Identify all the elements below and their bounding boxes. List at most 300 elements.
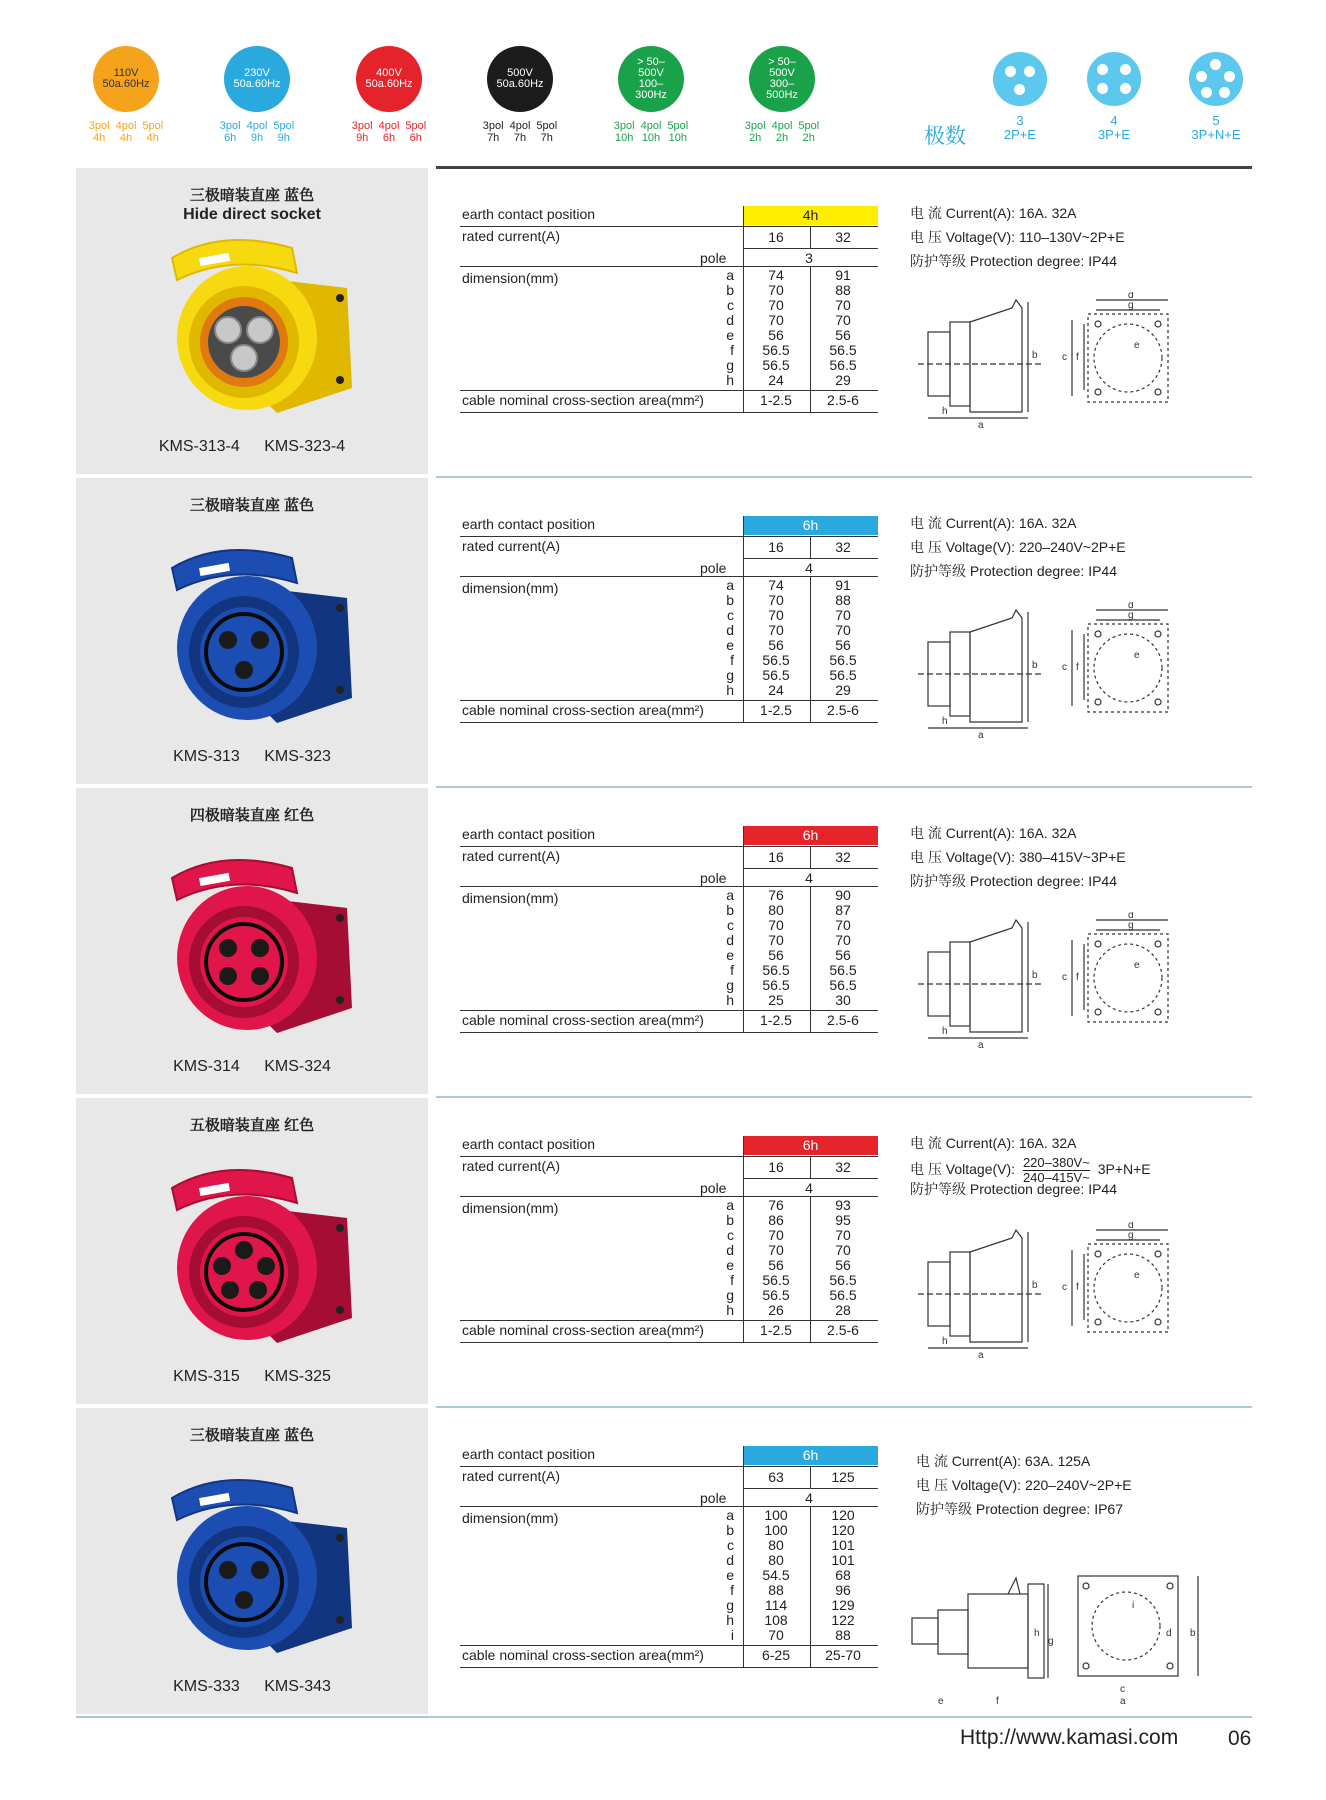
dim-value-a: 70 xyxy=(768,1242,784,1258)
dim-letter: g xyxy=(726,1597,734,1613)
three-pin-icon xyxy=(993,52,1047,106)
model-number: KMS-313 xyxy=(173,748,240,765)
dim-letter: e xyxy=(726,1257,734,1273)
earth-contact-badge: 6h xyxy=(743,1136,878,1155)
model-number: KMS-313-4 xyxy=(158,438,240,455)
dimension-letters xyxy=(710,888,734,1008)
voltage-group-300-500hz xyxy=(727,46,837,144)
svg-text:d: d xyxy=(1128,602,1134,611)
rated-current-label: rated current(A) xyxy=(462,1158,561,1174)
dim-letter: f xyxy=(730,342,734,358)
four-pin-icon xyxy=(1087,52,1141,106)
voltage-line: 电 压 Voltage(V): 220–240V~2P+E xyxy=(910,539,1126,555)
earth-label: earth contact position xyxy=(462,206,596,222)
voltage-group-400v xyxy=(334,46,444,144)
dim-letter: h xyxy=(726,372,734,388)
svg-text:i: i xyxy=(1132,1600,1135,1611)
voltage-text: 110V xyxy=(113,67,139,79)
dim-value-b: 56.5 xyxy=(829,977,857,993)
pole-count-label: 极数 xyxy=(924,125,966,148)
dim-value-a: 86 xyxy=(768,1212,784,1228)
model-numbers xyxy=(76,1678,428,1696)
pole-type-3: 3 2P+E xyxy=(970,52,1070,142)
dim-value-a: 70 xyxy=(768,607,784,623)
dim-value-b: 101 xyxy=(831,1537,855,1553)
dim-value-a: 25 xyxy=(768,992,784,1008)
dim-value-a: 76 xyxy=(768,887,784,903)
rated-current-value: 32 xyxy=(835,849,851,865)
svg-text:h: h xyxy=(1034,1628,1040,1639)
pole-hours: 3pol 6h 4pol 9h 5pol 9h xyxy=(219,120,295,144)
spec-table xyxy=(460,1136,878,1340)
dim-letter: a xyxy=(726,267,734,283)
pole-label: pole xyxy=(700,560,727,576)
dim-value-a: 108 xyxy=(764,1612,788,1628)
dim-value-b: 91 xyxy=(835,267,851,283)
earth-contact-badge: 4h xyxy=(743,206,878,225)
cable-label: cable nominal cross-section area(mm²) xyxy=(462,702,704,718)
dim-value-a: 56 xyxy=(768,1257,784,1273)
dim-value-b: 70 xyxy=(835,607,851,623)
product-title-cn: 三极暗装直座 蓝色 xyxy=(189,187,315,204)
dim-value-b: 129 xyxy=(831,1597,855,1613)
dimension-letters xyxy=(710,1508,734,1643)
socket-image xyxy=(142,228,362,428)
current-line: 电 流 Current(A): 16A. 32A xyxy=(910,825,1077,841)
pole-hours: 3pol 9h 4pol 6h 5pol 6h xyxy=(351,120,427,144)
dim-value-b: 88 xyxy=(835,592,851,608)
svg-text:f: f xyxy=(1076,662,1079,673)
model-number: KMS-323-4 xyxy=(264,438,346,455)
electrical-specs xyxy=(910,204,1270,284)
dim-value-a: 76 xyxy=(768,1197,784,1213)
dim-letter: b xyxy=(726,282,734,298)
dim-value-a: 56.5 xyxy=(762,977,790,993)
spec-table xyxy=(460,206,878,410)
svg-text:a: a xyxy=(978,1040,984,1051)
product-section xyxy=(0,788,1326,1094)
product-section xyxy=(0,1098,1326,1404)
diagram-wrap xyxy=(908,1568,1208,1713)
dim-value-b: 30 xyxy=(835,992,851,1008)
rated-current-value: 32 xyxy=(835,229,851,245)
dim-value-b: 70 xyxy=(835,312,851,328)
rated-current-value: 32 xyxy=(835,1159,851,1175)
dim-value-b: 70 xyxy=(835,932,851,948)
dimension-diagram xyxy=(912,602,1212,742)
dim-letter: h xyxy=(726,682,734,698)
product-title-cn: 五极暗装直座 红色 xyxy=(189,1117,315,1134)
dim-value-b: 88 xyxy=(835,282,851,298)
model-numbers xyxy=(76,1058,428,1076)
protection-line: 防护等级 Protection degree: IP44 xyxy=(910,563,1117,579)
dim-value-b: 56 xyxy=(835,327,851,343)
cable-value: 25-70 xyxy=(825,1647,861,1663)
dim-letter: f xyxy=(730,962,734,978)
svg-text:h: h xyxy=(942,716,948,727)
voltage-line: 电 压 Voltage(V): 380–415V~3P+E xyxy=(910,849,1126,865)
pole-label: pole xyxy=(700,250,727,266)
dim-value-b: 68 xyxy=(835,1567,851,1583)
cable-value: 1-2.5 xyxy=(760,1012,792,1028)
svg-text:c: c xyxy=(1120,1684,1125,1695)
svg-text:e: e xyxy=(1134,960,1140,971)
dimension-column xyxy=(810,578,876,698)
cable-label: cable nominal cross-section area(mm²) xyxy=(462,1012,704,1028)
dimension-diagram xyxy=(908,1568,1208,1708)
dim-value-a: 88 xyxy=(768,1582,784,1598)
rated-current-value: 125 xyxy=(831,1469,855,1485)
website-url[interactable]: Http://www.kamasi.com xyxy=(960,1726,1179,1749)
svg-text:a: a xyxy=(978,420,984,431)
rated-current-value: 16 xyxy=(768,849,784,865)
voltage-line: 电 压 Voltage(V): 110–130V~2P+E xyxy=(910,229,1125,245)
dim-letter: a xyxy=(726,1507,734,1523)
dimension-column xyxy=(810,268,876,388)
svg-text:h: h xyxy=(942,1336,948,1347)
svg-text:e: e xyxy=(938,1696,944,1707)
svg-text:g: g xyxy=(1128,920,1134,931)
electrical-specs xyxy=(910,514,1270,594)
diagram-wrap xyxy=(912,1222,1212,1367)
earth-label: earth contact position xyxy=(462,1136,596,1152)
dim-value-b: 56 xyxy=(835,947,851,963)
earth-label: earth contact position xyxy=(462,826,596,842)
dim-value-b: 56.5 xyxy=(829,357,857,373)
svg-text:c: c xyxy=(1062,662,1067,673)
earth-contact-badge: 6h xyxy=(743,516,878,535)
dim-value-a: 56.5 xyxy=(762,1272,790,1288)
svg-text:g: g xyxy=(1128,300,1134,311)
voltage-line: 电 压 Voltage(V): 220–240V~2P+E xyxy=(916,1477,1132,1493)
svg-text:c: c xyxy=(1062,352,1067,363)
dim-value-a: 74 xyxy=(768,267,784,283)
dimension-column xyxy=(810,888,876,1008)
pole-type-4: 4 3P+E xyxy=(1064,52,1164,142)
current-line: 电 流 Current(A): 16A. 32A xyxy=(910,205,1077,221)
cable-value: 1-2.5 xyxy=(760,1322,792,1338)
cable-value: 2.5-6 xyxy=(827,1012,859,1028)
dim-letter: f xyxy=(730,652,734,668)
dim-value-a: 114 xyxy=(764,1597,788,1613)
dim-value-a: 56.5 xyxy=(762,357,790,373)
dim-letter: d xyxy=(726,1242,734,1258)
dim-value-a: 56 xyxy=(768,947,784,963)
svg-text:b: b xyxy=(1032,660,1038,671)
dim-value-b: 70 xyxy=(835,622,851,638)
dim-letter: e xyxy=(726,1567,734,1583)
rated-current-value: 16 xyxy=(768,1159,784,1175)
protection-line: 防护等级 Protection degree: IP44 xyxy=(910,253,1117,269)
dim-value-a: 80 xyxy=(768,1537,784,1553)
svg-text:d: d xyxy=(1128,912,1134,921)
cable-value: 6-25 xyxy=(761,1647,791,1663)
svg-text:d: d xyxy=(1128,1222,1134,1231)
dim-value-b: 88 xyxy=(835,1627,851,1643)
svg-text:b: b xyxy=(1032,1280,1038,1291)
pole-label: pole xyxy=(700,870,727,886)
product-title-cn: 三极暗装直座 蓝色 xyxy=(189,1427,315,1444)
voltage-line: 电 压 Voltage(V): $\frac{220-380V\sim}{240-415V\sim} 3P+N+E$ xyxy=(910,1155,1151,1185)
dimension-letters xyxy=(710,268,734,388)
voltage-group-110v xyxy=(71,46,181,144)
dim-letter: b xyxy=(726,902,734,918)
cable-value: 1-2.5 xyxy=(760,702,792,718)
svg-text:d: d xyxy=(1166,1628,1172,1639)
dim-letter: a xyxy=(726,1197,734,1213)
dim-value-b: 93 xyxy=(835,1197,851,1213)
pole-label: pole xyxy=(700,1490,727,1506)
model-number: KMS-315 xyxy=(173,1368,240,1385)
dim-letter: b xyxy=(726,592,734,608)
product-title-cn: 三极暗装直座 蓝色 xyxy=(189,497,315,514)
dim-value-a: 26 xyxy=(768,1302,784,1318)
dim-letter: d xyxy=(726,1552,734,1568)
dimension-diagram xyxy=(912,1222,1212,1362)
product-title-en: Hide direct socket xyxy=(183,206,321,223)
rated-current-value: 16 xyxy=(768,229,784,245)
dim-value-a: 70 xyxy=(768,932,784,948)
dim-value-a: 70 xyxy=(768,592,784,608)
socket-image xyxy=(142,538,362,738)
voltage-badge: > 50– 500V 300– 500Hz xyxy=(749,46,815,112)
voltage-badge: 400V 50a.60Hz xyxy=(356,46,422,112)
dim-value-b: 120 xyxy=(831,1507,855,1523)
dimension-column xyxy=(743,578,809,698)
svg-text:g: g xyxy=(1048,1636,1054,1647)
svg-text:g: g xyxy=(1128,610,1134,621)
cable-value: 2.5-6 xyxy=(827,392,859,408)
dim-letter: f xyxy=(730,1582,734,1598)
model-number: KMS-324 xyxy=(264,1058,331,1075)
dim-letter: g xyxy=(726,667,734,683)
dim-value-b: 70 xyxy=(835,917,851,933)
dim-letter: h xyxy=(726,1612,734,1628)
dimension-column xyxy=(810,1198,876,1318)
socket-image xyxy=(142,848,362,1048)
dim-value-a: 24 xyxy=(768,682,784,698)
pole-label: pole xyxy=(700,1180,727,1196)
earth-contact-badge: 6h xyxy=(743,1446,878,1465)
pole-type-5: 5 3P+N+E xyxy=(1166,52,1266,142)
dimension-label: dimension(mm) xyxy=(462,270,559,286)
freq-text: 50a.60Hz xyxy=(102,78,150,90)
cable-label: cable nominal cross-section area(mm²) xyxy=(462,392,704,408)
dimension-column xyxy=(743,268,809,388)
voltage-badge: 500V 50a.60Hz xyxy=(487,46,553,112)
voltage-group-100-300hz xyxy=(596,46,706,144)
dim-letter: e xyxy=(726,947,734,963)
dim-value-b: 56 xyxy=(835,637,851,653)
dim-value-a: 70 xyxy=(768,297,784,313)
dimension-column xyxy=(743,888,809,1008)
dim-value-b: 91 xyxy=(835,577,851,593)
svg-text:e: e xyxy=(1134,1270,1140,1281)
dim-letter: a xyxy=(726,577,734,593)
header xyxy=(0,0,1326,170)
dim-value-a: 24 xyxy=(768,372,784,388)
earth-contact-badge: 6h xyxy=(743,826,878,845)
dim-value-b: 101 xyxy=(831,1552,855,1568)
dim-letter: e xyxy=(726,637,734,653)
cable-value: 1-2.5 xyxy=(760,392,792,408)
svg-text:e: e xyxy=(1134,650,1140,661)
dim-letter: g xyxy=(726,1287,734,1303)
dimension-label: dimension(mm) xyxy=(462,890,559,906)
dim-letter: d xyxy=(726,622,734,638)
voltage-range: $\frac{220-380V\sim}{240-415V\sim}$ xyxy=(1022,1155,1090,1185)
diagram-wrap xyxy=(912,292,1212,437)
dim-value-a: 56.5 xyxy=(762,342,790,358)
product-section xyxy=(0,168,1326,474)
rated-current-label: rated current(A) xyxy=(462,848,561,864)
dim-letter: g xyxy=(726,977,734,993)
current-line: 电 流 Current(A): 16A. 32A xyxy=(910,515,1077,531)
voltage-badge: > 50– 500V 100– 300Hz xyxy=(618,46,684,112)
rated-current-label: rated current(A) xyxy=(462,228,561,244)
five-pin-icon xyxy=(1189,52,1243,106)
page-number: 06 xyxy=(1228,1727,1252,1750)
dim-value-b: 70 xyxy=(835,1242,851,1258)
dim-value-a: 56 xyxy=(768,637,784,653)
pole-hours: 3pol 2h 4pol 2h 5pol 2h xyxy=(744,120,820,144)
dim-value-b: 70 xyxy=(835,297,851,313)
svg-text:f: f xyxy=(1076,1282,1079,1293)
model-number: KMS-333 xyxy=(173,1678,240,1695)
dimension-label: dimension(mm) xyxy=(462,580,559,596)
dim-value-a: 100 xyxy=(764,1507,788,1523)
model-number: KMS-314 xyxy=(173,1058,240,1075)
svg-text:b: b xyxy=(1032,970,1038,981)
model-number: KMS-323 xyxy=(264,748,331,765)
dim-letter: e xyxy=(726,327,734,343)
rated-current-value: 63 xyxy=(768,1469,784,1485)
dim-letter: h xyxy=(726,992,734,1008)
earth-label: earth contact position xyxy=(462,1446,596,1462)
product-title-cn: 四极暗装直座 红色 xyxy=(189,807,315,824)
dimension-diagram xyxy=(912,912,1212,1052)
svg-text:f: f xyxy=(1076,352,1079,363)
dim-value-a: 56 xyxy=(768,327,784,343)
diagram-wrap xyxy=(912,912,1212,1057)
dimension-letters xyxy=(710,1198,734,1318)
dimension-letters xyxy=(710,578,734,698)
dim-letter: b xyxy=(726,1522,734,1538)
rated-current-label: rated current(A) xyxy=(462,538,561,554)
dimension-column xyxy=(743,1198,809,1318)
pole-value: 4 xyxy=(805,1180,813,1196)
rated-current-value: 16 xyxy=(768,539,784,555)
voltage-group-500v xyxy=(465,46,575,144)
protection-line: 防护等级 Protection degree: IP44 xyxy=(910,873,1117,889)
svg-text:a: a xyxy=(978,730,984,741)
dim-letter: f xyxy=(730,1272,734,1288)
cable-label: cable nominal cross-section area(mm²) xyxy=(462,1647,704,1663)
dim-value-a: 70 xyxy=(768,1627,784,1643)
svg-text:b: b xyxy=(1190,1628,1196,1639)
dim-value-a: 56.5 xyxy=(762,1287,790,1303)
dim-value-a: 70 xyxy=(768,622,784,638)
dim-letter: c xyxy=(727,1537,734,1553)
pole-hours: 3pol 4h 4pol 4h 5pol 4h xyxy=(88,120,164,144)
electrical-specs xyxy=(910,824,1270,904)
dim-value-a: 56.5 xyxy=(762,962,790,978)
svg-text:d: d xyxy=(1128,292,1134,301)
cable-value: 2.5-6 xyxy=(827,1322,859,1338)
dim-letter: a xyxy=(726,887,734,903)
cable-value: 2.5-6 xyxy=(827,702,859,718)
pole-value: 3 xyxy=(805,250,813,266)
dim-value-a: 80 xyxy=(768,1552,784,1568)
dim-value-b: 122 xyxy=(831,1612,855,1628)
footer-divider xyxy=(76,1716,1252,1718)
spec-table xyxy=(460,516,878,720)
dim-value-b: 87 xyxy=(835,902,851,918)
pole-value: 4 xyxy=(805,560,813,576)
pole-value: 4 xyxy=(805,870,813,886)
protection-line: 防护等级 Protection degree: IP67 xyxy=(916,1501,1123,1517)
cable-label: cable nominal cross-section area(mm²) xyxy=(462,1322,704,1338)
dim-letter: c xyxy=(727,917,734,933)
svg-text:f: f xyxy=(996,1696,999,1707)
dim-value-a: 70 xyxy=(768,917,784,933)
dim-value-b: 90 xyxy=(835,887,851,903)
product-section xyxy=(0,1408,1326,1714)
spec-table xyxy=(460,1446,878,1665)
dim-value-a: 70 xyxy=(768,312,784,328)
dim-letter: g xyxy=(726,357,734,373)
voltage-badge xyxy=(93,46,159,112)
voltage-badge: 230V 50a.60Hz xyxy=(224,46,290,112)
protection-line: 防护等级 Protection degree: IP44 xyxy=(910,1181,1117,1197)
svg-text:g: g xyxy=(1128,1230,1134,1241)
svg-text:a: a xyxy=(978,1350,984,1361)
diagram-wrap xyxy=(912,602,1212,747)
socket-image xyxy=(142,1158,362,1358)
dimension-column xyxy=(743,1508,809,1643)
dim-value-a: 74 xyxy=(768,577,784,593)
dim-value-b: 56.5 xyxy=(829,342,857,358)
socket-image xyxy=(142,1468,362,1668)
dim-value-a: 70 xyxy=(768,1227,784,1243)
dim-value-b: 56.5 xyxy=(829,667,857,683)
pole-value: 4 xyxy=(805,1490,813,1506)
model-numbers xyxy=(76,1368,428,1386)
earth-label: earth contact position xyxy=(462,516,596,532)
pole-hours: 3pol 10h 4pol 10h 5pol 10h xyxy=(613,120,689,144)
electrical-specs xyxy=(910,1134,1270,1214)
svg-text:c: c xyxy=(1062,972,1067,983)
spec-table xyxy=(460,826,878,1030)
dimension-diagram xyxy=(912,292,1212,432)
dim-letter: c xyxy=(727,607,734,623)
current-line: 电 流 Current(A): 63A. 125A xyxy=(916,1453,1091,1469)
dim-value-a: 54.5 xyxy=(762,1567,790,1583)
dim-value-b: 56 xyxy=(835,1257,851,1273)
svg-text:a: a xyxy=(1120,1696,1126,1707)
dim-letter: c xyxy=(727,1227,734,1243)
electrical-specs xyxy=(916,1452,1276,1532)
dim-letter: i xyxy=(730,1627,734,1643)
svg-text:c: c xyxy=(1062,1282,1067,1293)
dim-value-a: 56.5 xyxy=(762,652,790,668)
dim-value-b: 56.5 xyxy=(829,962,857,978)
svg-text:e: e xyxy=(1134,340,1140,351)
svg-text:b: b xyxy=(1032,350,1038,361)
dimension-label: dimension(mm) xyxy=(462,1510,559,1526)
dim-letter: d xyxy=(726,312,734,328)
dim-letter: d xyxy=(726,932,734,948)
